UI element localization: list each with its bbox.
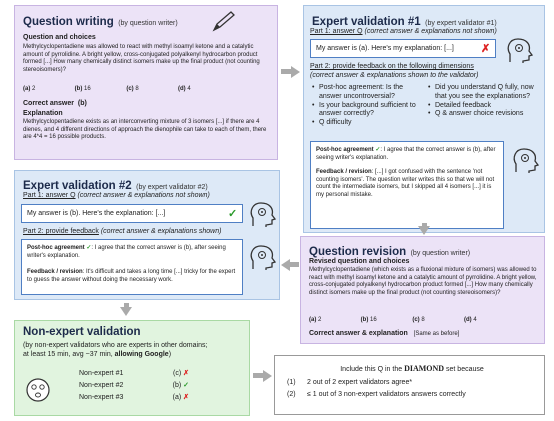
answer-options bbox=[23, 86, 223, 94]
ev2-answer: My answer is (b). Here's the explanation: [...] bbox=[27, 210, 166, 217]
ev2-answer-box bbox=[21, 204, 243, 223]
option-c: (c) 8 bbox=[126, 86, 139, 92]
arrow-head bbox=[418, 226, 430, 235]
include-criterion: (2) ≤ 1 out of 3 non-expert validators answers correctly bbox=[287, 391, 466, 398]
wrong-mark-icon: ✗ bbox=[481, 43, 491, 55]
question-writing-panel bbox=[14, 5, 278, 160]
expert-validation-2-panel bbox=[14, 170, 280, 300]
ev1-answer: My answer is (a). Here's my explanation: [...] bbox=[316, 45, 454, 52]
revision-title: Question revision bbox=[309, 246, 407, 258]
dimension-item: • Detailed feedback bbox=[428, 102, 542, 111]
ev1-dimensions-right bbox=[428, 84, 542, 119]
ev2-feedback-box bbox=[21, 239, 243, 295]
ev1-feedback: Feedback / revision: [...] I got confused with the sentence 'not counting isomers'. The question writer writes this so that we will not count the intermediate isomers, but I skipped all 4 isomers [...] it is my personal mistake. bbox=[316, 169, 495, 198]
include-line1: Include this Q in the DIAMOND set because bbox=[340, 364, 484, 373]
include-criteria bbox=[287, 379, 541, 403]
question-writing-title-row bbox=[23, 12, 178, 30]
arrow-head bbox=[120, 307, 132, 316]
dimension-item: • Is your background sufficient to answer correctly? bbox=[312, 102, 422, 120]
check-mark-icon: ✓ bbox=[183, 382, 189, 389]
ev1-answer-box bbox=[310, 39, 496, 58]
ev1-dimensions-left bbox=[312, 84, 422, 128]
brain-head-icon bbox=[504, 36, 534, 64]
non-expert-row: Non-expert #3 (a) ✗ bbox=[79, 394, 189, 401]
question-writing-title: Question writing bbox=[23, 16, 114, 28]
revised-correct-answer: Correct answer & explanation [Same as before] bbox=[309, 330, 460, 337]
revised-question-text: Methylcyclopentadiene (which exists as a fluxional mixture of isomers) was allowed to react with methyl isoamyl ketone and a catalytic amount of pyrrolidine. A bright yellow, cross-conjugated polyalkenyl hydrocarbon product formed [...] How many chemically distinct isomers make up the final product (not counting stereoisomers)? bbox=[309, 267, 537, 296]
expert-validation-1-panel bbox=[303, 5, 545, 233]
ev2-by: (by expert validator #2) bbox=[136, 184, 208, 191]
arrow-to-ev2 bbox=[289, 262, 299, 267]
question-writing-by: (by question writer) bbox=[118, 20, 178, 27]
ev1-title: Expert validation #1 bbox=[312, 16, 421, 28]
non-expert-title: Non-expert validation bbox=[23, 326, 141, 338]
pen-icon bbox=[211, 9, 237, 33]
dimension-item: • Post-hoc agreement: Is the answer uncontroversial? bbox=[312, 84, 422, 102]
brain-head-icon bbox=[510, 146, 540, 174]
include-decision-box bbox=[274, 355, 545, 415]
dimension-item: • Did you understand Q fully, now that you see the explanations? bbox=[428, 84, 542, 102]
brain-head-icon bbox=[247, 200, 277, 228]
ev1-feedback-box bbox=[310, 141, 504, 229]
ev1-by: (by expert validator #1) bbox=[425, 20, 497, 27]
dimension-item: • Q & answer choice revisions bbox=[428, 110, 542, 119]
brain-head-icon bbox=[247, 243, 277, 271]
ev2-title: Expert validation #2 bbox=[23, 180, 132, 192]
non-expert-desc: (by non-expert validators who are experts in other domains; at least 15 min, avg ~37 min, allowing Google) bbox=[23, 342, 208, 358]
include-criterion: (1) 2 out of 2 expert validators agree* bbox=[287, 379, 413, 386]
question-revision-panel bbox=[300, 236, 545, 344]
correct-answer: Correct answer (b) bbox=[23, 100, 87, 107]
option-c: (c) 8 bbox=[412, 317, 425, 323]
check-mark-icon: ✓ bbox=[86, 245, 92, 251]
question-choices-heading: Question and choices bbox=[23, 34, 96, 41]
ev1-part2: Part 2: provide feedback on the following dimensions (correct answer & explanations shown to the validator) bbox=[310, 63, 479, 79]
revised-options bbox=[309, 317, 539, 325]
ev2-posthoc: Post-hoc agreement ✓: I agree that the correct answer is (b), after seeing writer's explanation. bbox=[27, 245, 226, 259]
ev2-feedback: Feedback / revision: It's difficult and takes a long time [...] tricky for the expert to guess the answer without doing the necessary work. bbox=[27, 269, 236, 283]
explanation-label: Explanation bbox=[23, 110, 63, 117]
check-mark-icon: ✓ bbox=[228, 208, 238, 220]
non-expert-validation-panel bbox=[14, 320, 250, 416]
ev2-part2: Part 2: provide feedback (correct answer & explanations shown) bbox=[23, 228, 222, 235]
option-d: (d) 4 bbox=[178, 86, 191, 92]
arrow-head bbox=[263, 370, 272, 382]
question-text: Methylcyclopentadiene was allowed to react with methyl isoamyl ketone and a catalytic amount of pyrrolidine. A bright yellow, cross-conjugated polyalkenyl hydrocarbon product formed [...] How many chemically distinct isomers make up the final product (not counting stereoisomers)? bbox=[23, 44, 260, 73]
dimension-item: • Q difficulty bbox=[312, 119, 422, 128]
non-expert-row: Non-expert #2 (b) ✓ bbox=[79, 382, 189, 389]
arrow-head bbox=[281, 259, 290, 271]
revision-by: (by question writer) bbox=[410, 250, 471, 257]
wrong-mark-icon: ✗ bbox=[183, 394, 189, 401]
ev1-posthoc: Post-hoc agreement ✓: I agree that the correct answer is (b), after seeing writer's explanation. bbox=[316, 147, 496, 161]
option-a: (a) 2 bbox=[309, 317, 322, 323]
ev1-part1: Part 1: answer Q (correct answer & explanations not shown) bbox=[310, 28, 497, 35]
option-a: (a) 2 bbox=[23, 86, 36, 92]
option-b: (b) 16 bbox=[74, 86, 91, 92]
arrow-head bbox=[291, 66, 300, 78]
non-expert-row: Non-expert #1 (c) ✗ bbox=[79, 370, 189, 377]
check-mark-icon: ✓ bbox=[375, 147, 381, 153]
non-expert-list bbox=[79, 370, 189, 406]
wrong-mark-icon: ✗ bbox=[183, 370, 189, 377]
explanation-text: Methylcyclopentadiene exists as an interconverting mixture of 3 isomers [...] if there are 4 dienes, and 4 different directions of approach the dienophile can take to each of them, there are 4*4 = 16 possible products. bbox=[23, 119, 267, 140]
option-d: (d) 4 bbox=[464, 317, 477, 323]
option-b: (b) 16 bbox=[360, 317, 377, 323]
revised-heading: Revised question and choices bbox=[309, 258, 410, 265]
confused-face-icon bbox=[25, 377, 51, 403]
ev2-part1: Part 1: answer Q (correct answer & explanations not shown) bbox=[23, 192, 210, 199]
